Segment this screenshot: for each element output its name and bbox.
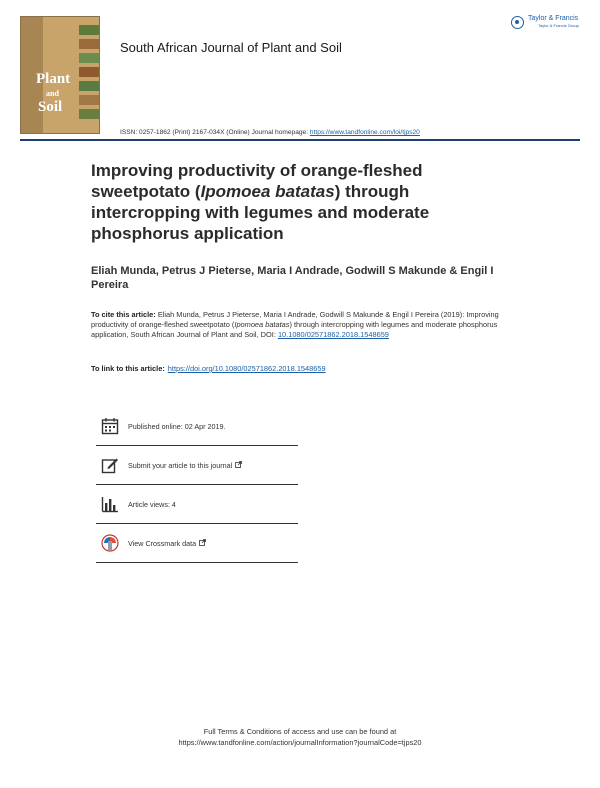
article-doi-link[interactable]: https://doi.org/10.1080/02571862.2018.1548659 bbox=[167, 364, 326, 373]
cover-word-plant: Plant bbox=[36, 71, 71, 87]
calendar-icon bbox=[100, 416, 120, 436]
issn-line bbox=[120, 129, 420, 136]
cover-photo bbox=[79, 53, 99, 63]
article-views-label: Article views: 4 bbox=[128, 499, 176, 509]
journal-title: South African Journal of Plant and Soil bbox=[120, 40, 342, 55]
edit-icon bbox=[100, 455, 120, 475]
publisher-brand: Taylor & Francis bbox=[528, 15, 579, 22]
citation-label: To cite this article: bbox=[91, 310, 156, 319]
external-link-icon bbox=[235, 461, 242, 470]
article-title bbox=[91, 160, 491, 244]
header-rule bbox=[20, 139, 580, 141]
publisher-logo-icon bbox=[511, 16, 524, 29]
footer-terms-link[interactable]: https://www.tandfonline.com/action/journalInformation?journalCode=tjps20 bbox=[178, 738, 422, 747]
publisher-sub: Taylor & Francis Group bbox=[538, 23, 579, 28]
external-link-icon bbox=[199, 539, 206, 548]
footer bbox=[0, 726, 600, 748]
article-info-list bbox=[96, 407, 298, 563]
citation-doi-link[interactable]: 10.1080/02571862.2018.1548659 bbox=[277, 330, 389, 339]
article-authors: Eliah Munda, Petrus J Pieterse, Maria I Andrade, Godwill S Makunde & Engil I Pereira bbox=[91, 265, 494, 291]
article-link-line bbox=[91, 364, 511, 373]
title-species: Ipomoea batatas bbox=[200, 182, 335, 201]
cover-photo bbox=[79, 39, 99, 49]
cover-word-soil: Soil bbox=[38, 99, 63, 115]
publisher-logo-text bbox=[528, 15, 579, 29]
citation-species: Ipomoea batatas bbox=[234, 320, 290, 329]
cover-photo bbox=[79, 25, 99, 35]
submit-article-label[interactable]: Submit your article to this journal bbox=[128, 460, 233, 470]
title-part-1: Improving productivity of orange-fleshed sweetpotato ( bbox=[91, 161, 423, 201]
published-online-label: Published online: 02 Apr 2019. bbox=[128, 421, 226, 431]
cover-photo bbox=[79, 109, 99, 119]
footer-terms-text: Full Terms & Conditions of access and use can be found at bbox=[203, 727, 397, 736]
link-label: To link to this article: bbox=[91, 364, 165, 373]
cover-photo bbox=[79, 95, 99, 105]
citation-text-1: Eliah Munda, Petrus J Pieterse, Maria I Andrade, Godwill S Makunde & Engil I Pereira (2019): Improving productivity of orange-fleshed sweetpotato ( bbox=[91, 310, 499, 329]
citation-text-2: ) through intercropping with legumes and moderate phosphorus application, South African Journal of Plant and Soil, DOI: bbox=[91, 320, 498, 339]
article-views-row bbox=[96, 485, 298, 524]
cover-photo bbox=[79, 81, 99, 91]
cover-word-and: and bbox=[46, 89, 59, 98]
issn-text: ISSN: 0257-1862 (Print) 2167-034X (Online) Journal homepage: bbox=[120, 129, 309, 136]
crossmark-label[interactable]: View Crossmark data bbox=[128, 538, 197, 548]
crossmark-row[interactable] bbox=[96, 524, 298, 563]
bar-chart-icon bbox=[100, 494, 120, 514]
journal-homepage-link[interactable]: https://www.tandfonline.com/loi/tjps20 bbox=[309, 129, 420, 136]
crossmark-icon bbox=[100, 533, 120, 553]
citation-block bbox=[91, 310, 506, 340]
published-online-row bbox=[96, 407, 298, 446]
publisher-logo[interactable] bbox=[511, 15, 579, 29]
title-part-2: ) through intercropping with legumes and moderate phosphorus application bbox=[91, 182, 430, 243]
cover-photo bbox=[79, 67, 99, 77]
submit-article-row[interactable] bbox=[96, 446, 298, 485]
journal-cover-image bbox=[20, 16, 100, 134]
